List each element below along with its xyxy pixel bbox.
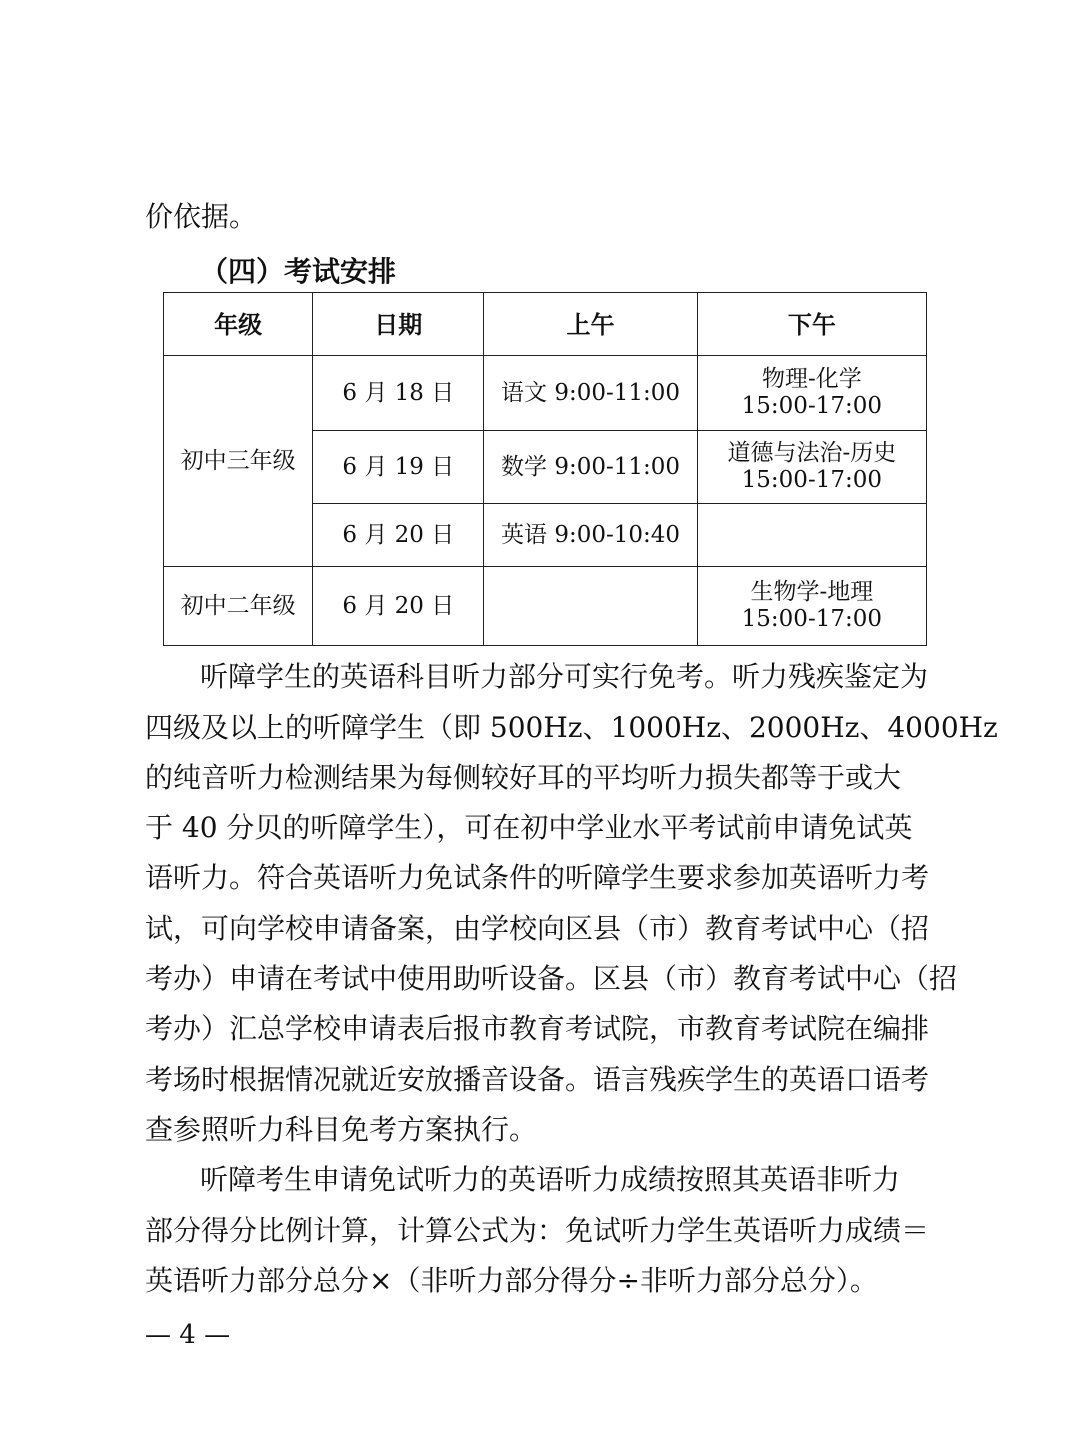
paragraph-line: 部分得分比例计算，计算公式为：免试听力学生英语听力成绩＝ bbox=[145, 1214, 930, 1247]
paragraph-line: 查参照听力科目免考方案执行。 bbox=[145, 1113, 538, 1146]
afternoon-time: 15:00-17:00 bbox=[741, 393, 882, 419]
afternoon-subject: 道德与法治-历史 bbox=[727, 440, 897, 466]
date-cell: 6 月 20 日 bbox=[313, 567, 484, 646]
afternoon-cell bbox=[697, 504, 926, 567]
text-line: 价依据。 bbox=[145, 200, 258, 233]
paragraph-line: 于 40 分贝的听障学生），可在初中学业水平考试前申请免试英 bbox=[145, 811, 913, 844]
paragraph-line: 听障学生的英语科目听力部分可实行免考。听力残疾鉴定为 bbox=[200, 660, 929, 693]
paragraph-line: 语听力。符合英语听力免试条件的听障学生要求参加英语听力考 bbox=[145, 861, 930, 894]
afternoon-subject: 生物学-地理 bbox=[750, 579, 874, 605]
afternoon-time: 15:00-17:00 bbox=[741, 606, 882, 632]
morning-cell: 英语 9:00-10:40 bbox=[484, 504, 697, 567]
grade-cell: 初中三年级 bbox=[164, 356, 313, 567]
exam-schedule-table bbox=[163, 292, 927, 646]
table-row bbox=[164, 356, 927, 431]
morning-cell bbox=[484, 567, 697, 646]
header-afternoon: 下午 bbox=[697, 293, 926, 356]
header-date: 日期 bbox=[313, 293, 484, 356]
paragraph-line: 考办）汇总学校申请表后报市教育考试院，市教育考试院在编排 bbox=[145, 1012, 930, 1045]
morning-cell: 数学 9:00-11:00 bbox=[484, 431, 697, 504]
afternoon-subject: 物理-化学 bbox=[761, 366, 862, 392]
paragraph-line: 听障考生申请免试听力的英语听力成绩按照其英语非听力 bbox=[200, 1163, 901, 1196]
paragraph-line: 考办）申请在考试中使用助听设备。区县（市）教育考试中心（招 bbox=[145, 962, 958, 995]
afternoon-cell bbox=[697, 567, 926, 646]
paragraph-line: 的纯音听力检测结果为每侧较好耳的平均听力损失都等于或大 bbox=[145, 761, 902, 794]
header-morning: 上午 bbox=[484, 293, 697, 356]
paragraph-line: 考场时根据情况就近安放播音设备。语言残疾学生的英语口语考 bbox=[145, 1063, 930, 1096]
afternoon-cell bbox=[697, 356, 926, 431]
afternoon-time: 15:00-17:00 bbox=[741, 467, 882, 493]
page-number: — 4 — bbox=[145, 1320, 231, 1350]
header-grade: 年级 bbox=[164, 293, 313, 356]
date-cell: 6 月 20 日 bbox=[313, 504, 484, 567]
afternoon-cell bbox=[697, 431, 926, 504]
section-heading: （四）考试安排 bbox=[200, 255, 397, 288]
paragraph-line: 试，可向学校申请备案，由学校向区县（市）教育考试中心（招 bbox=[145, 912, 930, 945]
date-cell: 6 月 19 日 bbox=[313, 431, 484, 504]
grade-cell: 初中二年级 bbox=[164, 567, 313, 646]
table-header-row bbox=[164, 293, 927, 356]
table-row bbox=[164, 567, 927, 646]
date-cell: 6 月 18 日 bbox=[313, 356, 484, 431]
paragraph-line: 四级及以上的听障学生（即 500Hz、1000Hz、2000Hz、4000Hz bbox=[145, 711, 998, 744]
morning-cell: 语文 9:00-11:00 bbox=[484, 356, 697, 431]
paragraph-line: 英语听力部分总分×（非听力部分得分÷非听力部分总分）。 bbox=[145, 1264, 878, 1297]
